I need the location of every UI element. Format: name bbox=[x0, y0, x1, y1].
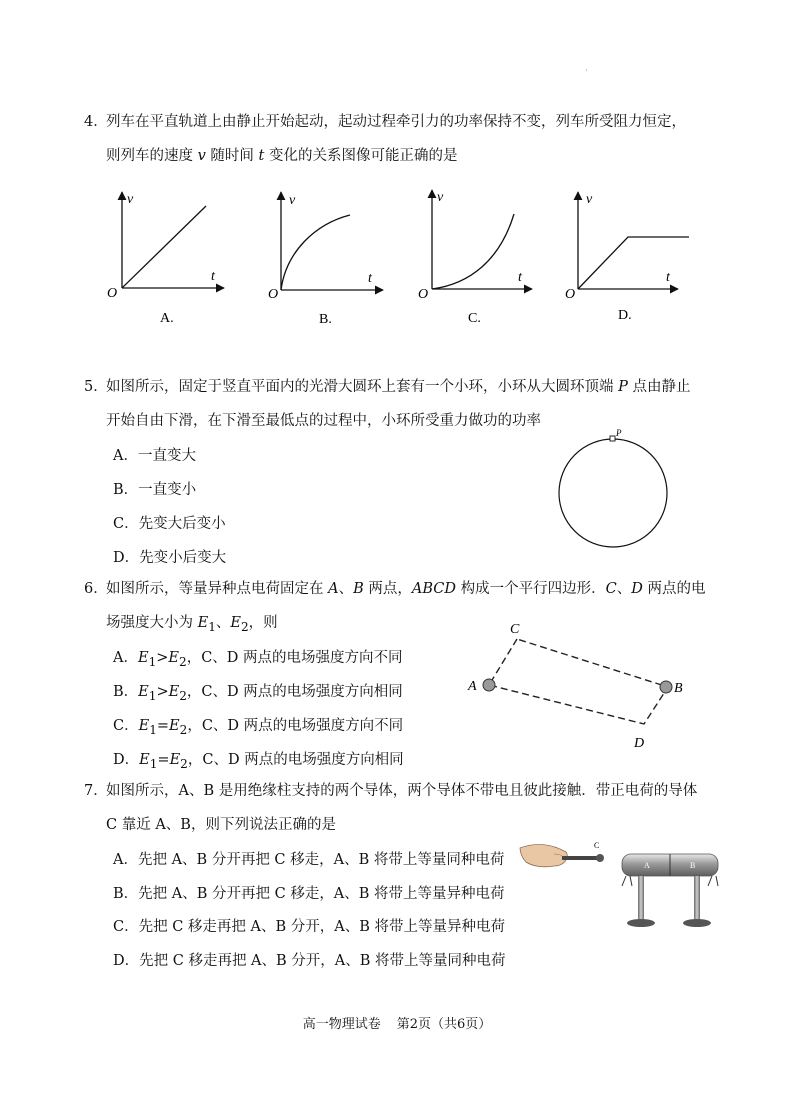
q6-t5: 场强度大小为 bbox=[106, 615, 198, 631]
q6-opt-d-e2: E bbox=[169, 752, 181, 768]
q6-opt-d-s2: 2 bbox=[180, 756, 188, 771]
q6-opt-a-e2: E bbox=[168, 650, 180, 666]
pole-b bbox=[694, 876, 700, 920]
q5-option-b: B．一直变小 bbox=[113, 482, 197, 498]
q5-point-p: P bbox=[618, 379, 628, 395]
q6-opt-c-s2: 2 bbox=[179, 722, 188, 737]
q5-option-d: D．先变小后变大 bbox=[113, 550, 227, 566]
q6-e2: E bbox=[230, 615, 241, 631]
q6-opt-d-text: ，C、D 两点的电场强度方向相同 bbox=[187, 752, 404, 768]
graph-d-origin: O bbox=[565, 287, 576, 302]
q7-line2: C 靠近 A、B，则下列说法正确的是 bbox=[106, 817, 336, 833]
fig-label-b7: B bbox=[690, 861, 696, 870]
q5-option-c: C．先变大后变小 bbox=[113, 516, 226, 532]
base-a bbox=[627, 919, 655, 927]
q5-text1b: 点由静止 bbox=[627, 379, 691, 395]
q6-option-c bbox=[113, 714, 403, 737]
q5-line1 bbox=[84, 377, 690, 397]
graph-c-origin: O bbox=[418, 287, 429, 302]
fig-label-b: B bbox=[674, 681, 683, 696]
base-b bbox=[683, 919, 711, 927]
graph-a-curve bbox=[122, 206, 206, 288]
graph-a-t-label: t bbox=[211, 269, 215, 284]
q5-line2: 开始自由下滑，在下滑至最低点的过程中，小环所受重力做功的功率 bbox=[106, 413, 541, 429]
fig-label-c: C bbox=[510, 622, 520, 637]
q6-opt-d-e1: E bbox=[139, 752, 150, 768]
q6-opt-b-s2: 2 bbox=[179, 688, 187, 703]
charge-b bbox=[660, 681, 672, 693]
fig-label-c7: C bbox=[594, 841, 600, 850]
foil-b bbox=[708, 876, 718, 886]
graph-a-label: A. bbox=[160, 311, 174, 326]
graph-b-label: B. bbox=[319, 312, 332, 327]
q4-text2b: 随时间 bbox=[205, 148, 259, 164]
q6-line1 bbox=[84, 579, 705, 599]
q6-opt-d-letter: D． bbox=[113, 752, 140, 768]
q6-opt-d-s1: 1 bbox=[149, 756, 158, 771]
q7-line1 bbox=[84, 781, 697, 801]
q6-t3: 构成一个平行四边形． bbox=[455, 581, 606, 597]
hand bbox=[520, 845, 567, 867]
footer-title: 高一物理试卷 bbox=[302, 1017, 381, 1032]
q7-text1: 如图所示，A、B 是用绝缘柱支持的两个导体，两个导体不带电且彼此接触．带正电荷的导体 bbox=[106, 783, 698, 799]
q6-opt-d-rel: = bbox=[157, 752, 170, 768]
graph-c-v-label: v bbox=[437, 190, 444, 205]
q4-number: 4． bbox=[84, 114, 108, 130]
graph-b-curve bbox=[281, 215, 350, 290]
q6-opt-a-e1: E bbox=[137, 650, 149, 666]
graph-a-origin: O bbox=[107, 286, 118, 301]
q6-opt-a-s2: 2 bbox=[179, 654, 187, 669]
q6-parallelogram-figure bbox=[460, 618, 700, 758]
page-footer bbox=[0, 1013, 794, 1032]
graph-b bbox=[268, 192, 383, 327]
q6-number: 6． bbox=[84, 581, 108, 597]
q5-circle-figure bbox=[548, 425, 688, 565]
graph-c-t-label: t bbox=[518, 270, 522, 285]
q6-option-b bbox=[113, 680, 403, 703]
q6-sub2: 2 bbox=[240, 619, 249, 634]
graph-a-v-label: v bbox=[127, 192, 134, 207]
graph-d-v-label: v bbox=[586, 192, 593, 207]
q6-b: B bbox=[353, 581, 364, 597]
graph-d bbox=[565, 192, 689, 323]
q6-opt-c-rel: = bbox=[156, 718, 170, 734]
q5-number: 5． bbox=[84, 379, 108, 395]
q6-opt-b-e1: E bbox=[138, 684, 149, 700]
q7-number: 7． bbox=[84, 783, 108, 799]
q6-opt-b-s1: 1 bbox=[148, 688, 157, 703]
graph-b-origin: O bbox=[268, 287, 279, 302]
q4-line1 bbox=[84, 112, 686, 132]
q6-opt-a-text: ，C、D 两点的电场强度方向不同 bbox=[186, 650, 403, 666]
rod-c bbox=[562, 856, 598, 860]
fig-label-a: A bbox=[468, 679, 477, 694]
graph-b-t-label: t bbox=[368, 271, 372, 286]
q6-opt-b-e2: E bbox=[168, 684, 180, 700]
graph-d-label: D. bbox=[618, 308, 632, 323]
q6-opt-b-letter: B． bbox=[113, 684, 139, 700]
q4-var-t: t bbox=[258, 148, 265, 164]
q6-e1: E bbox=[197, 615, 209, 631]
fig-label-a7: A bbox=[644, 861, 650, 870]
q6-t1: 如图所示，等量异种点电荷固定在 bbox=[106, 581, 329, 597]
q5-option-a: A．一直变大 bbox=[113, 448, 196, 464]
footer-page-number: 第2页（共6页） bbox=[396, 1017, 492, 1032]
q6-abcd: ABCD bbox=[411, 581, 456, 597]
pole-a bbox=[638, 876, 644, 920]
fig-label-d: D bbox=[634, 736, 645, 751]
graph-d-t-label: t bbox=[666, 270, 670, 285]
graph-d-curve bbox=[578, 237, 689, 289]
q6-opt-a-letter: A． bbox=[113, 650, 138, 666]
q6-opt-a-s1: 1 bbox=[148, 654, 157, 669]
q6-t4: 两点的电 bbox=[642, 581, 706, 597]
q4-graphs bbox=[100, 180, 700, 330]
q4-text2a: 则列车的速度 bbox=[106, 148, 198, 164]
q7-option-a: A．先把 A、B 分开再把 C 移走，A、B 将带上等量同种电荷 bbox=[113, 852, 505, 868]
rod-c-ball bbox=[596, 854, 604, 862]
q6-opt-c-s1: 1 bbox=[149, 722, 157, 737]
q6-opt-a-rel: > bbox=[156, 650, 169, 666]
q4-line2 bbox=[106, 146, 457, 166]
q4-text2c: 变化的关系图像可能正确的是 bbox=[264, 148, 458, 164]
q5-text1a: 如图所示，固定于竖直平面内的光滑大圆环上套有一个小环，小环从大圆环顶端 bbox=[106, 379, 619, 395]
graph-a bbox=[107, 192, 224, 326]
q6-sub1: 1 bbox=[208, 619, 216, 634]
q6-sep2: 、 bbox=[616, 581, 632, 597]
q6-comma: 、 bbox=[215, 615, 231, 631]
q4-var-v: v bbox=[197, 148, 206, 164]
q6-opt-b-text: ，C、D 两点的电场强度方向相同 bbox=[186, 684, 403, 700]
q6-option-d bbox=[113, 748, 404, 771]
q5-figure-p: P bbox=[616, 428, 622, 438]
q6-d: D bbox=[631, 581, 643, 597]
q7-option-d: D．先把 C 移走再把 A、B 分开，A、B 将带上等量同种电荷 bbox=[113, 953, 506, 969]
q7-option-c: C．先把 C 移走再把 A、B 分开，A、B 将带上等量异种电荷 bbox=[113, 919, 505, 935]
corner-mark: · bbox=[585, 66, 588, 76]
q6-t6: ，则 bbox=[248, 615, 278, 631]
parallelogram bbox=[489, 639, 668, 724]
charge-a bbox=[483, 679, 495, 691]
q7-conductor-figure bbox=[518, 836, 726, 936]
q4-text1: 列车在平直轨道上由静止开始起动，起动过程牵引力的功率保持不变，列车所受阻力恒定， bbox=[106, 114, 686, 130]
q6-t2: 两点， bbox=[363, 581, 412, 597]
q6-opt-c-letter: C． bbox=[113, 718, 139, 734]
big-ring bbox=[559, 439, 667, 547]
q6-c: C bbox=[605, 581, 617, 597]
foil-a bbox=[622, 876, 632, 886]
graph-c-label: C. bbox=[468, 311, 481, 326]
q6-opt-c-text: ，C、D 两点的电场强度方向不同 bbox=[187, 718, 404, 734]
q6-a: A bbox=[328, 581, 339, 597]
q6-sep1: 、 bbox=[338, 581, 354, 597]
small-ring bbox=[610, 436, 615, 441]
q6-opt-c-e2: E bbox=[169, 718, 180, 734]
q7-option-b: B．先把 A、B 分开再把 C 移走，A、B 将带上等量异种电荷 bbox=[113, 886, 505, 902]
q6-opt-b-rel: > bbox=[156, 684, 169, 700]
graph-c bbox=[418, 190, 532, 326]
q6-option-a bbox=[113, 646, 403, 669]
q6-line2 bbox=[106, 613, 278, 637]
q6-opt-c-e1: E bbox=[138, 718, 150, 734]
graph-b-v-label: v bbox=[289, 193, 296, 208]
graph-c-curve bbox=[432, 214, 514, 289]
